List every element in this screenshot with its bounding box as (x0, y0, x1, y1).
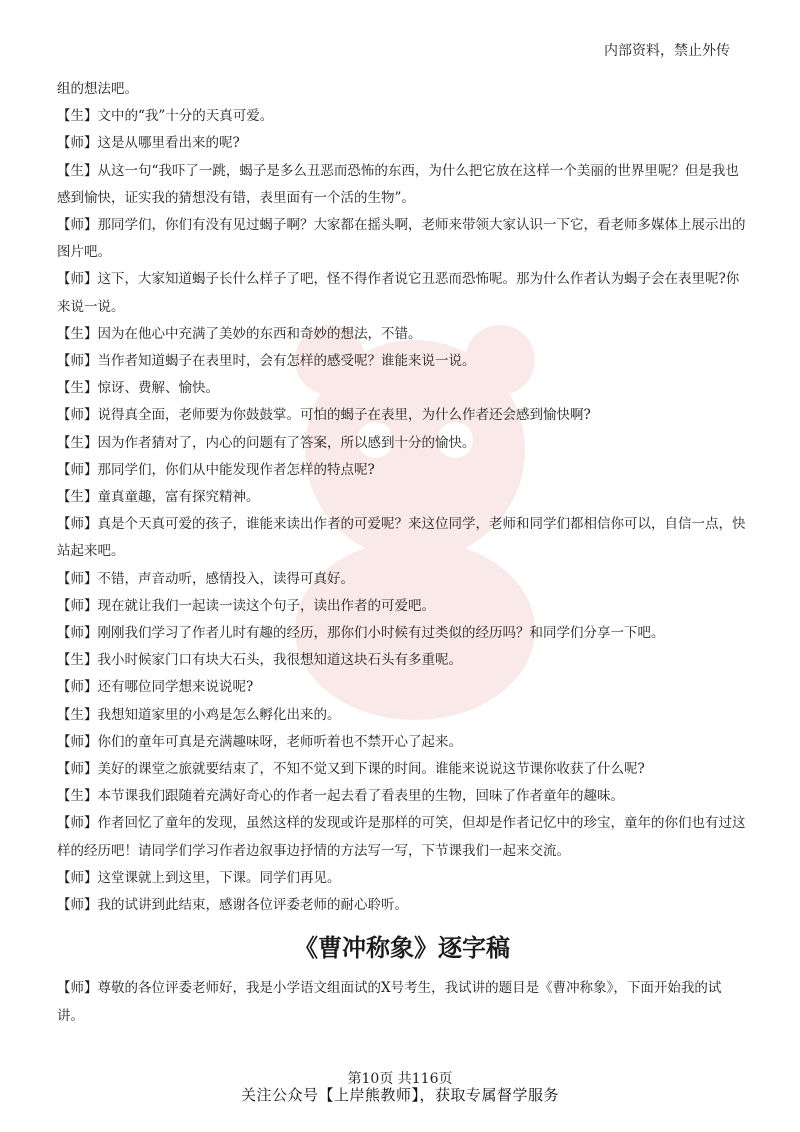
transcript-line: 【生】我想知道家里的小鸡是怎么孵化出来的。 (57, 706, 341, 723)
header-note: 内部资料，禁止外传 (604, 43, 730, 59)
document-body (57, 76, 747, 1030)
transcript-line: 【生】因为作者猜对了，内心的问题有了答案，所以感到十分的愉快。 (57, 434, 476, 451)
transcript-line: 【师】尊敬的各位评委老师好，我是小学语文组面试的X号考生，我试讲的题目是《曹冲称象》，下面开始我的试讲。 (57, 980, 722, 1024)
transcript-line: 【师】当作者知道蝎子在表里时，会有怎样的感受呢？谁能来说一说。 (57, 353, 476, 370)
transcript-line: 【师】不错，声音动听，感情投入，读得可真好。 (57, 570, 354, 587)
transcript-line: 【师】真是个天真可爱的孩子，谁能来读出作者的可爱呢？来这位同学，老师和同学们都相信你可以，自信一点，快站起来吧。 (57, 516, 746, 560)
transcript-line: 【师】我的试讲到此结束，感谢各位评委老师的耐心聆听。 (57, 897, 408, 914)
transcript-line: 【生】童真童趣，富有探究精神。 (57, 489, 260, 506)
transcript-line: 【师】那同学们，你们有没有见过蝎子啊？大家都在摇头啊，老师来带领大家认识一下它，看老师多媒体上展示出的图片吧。 (57, 217, 746, 261)
transcript-line: 【师】这堂课就上到这里，下课。同学们再见。 (57, 869, 341, 886)
transcript-line: 【师】作者回忆了童年的发现，虽然这样的发现或许是那样的可笑，但却是作者记忆中的珍宝，童年的你们也有过这样的经历吧！请同学们学习作者边叙事边抒情的方法写一写，下节课我们一起来交流。 (57, 815, 746, 859)
transcript-line: 【师】现在就让我们一起读一读这个句子，读出作者的可爱吧。 (57, 597, 435, 614)
transcript-line: 【生】从这一句“我吓了一跳，蝎子是多么丑恶而恐怖的东西，为什么把它放在这样一个美丽的世界里呢？但是我也感到愉快，证实我的猜想没有错，表里面有一个活的生物”。 (57, 162, 739, 206)
transcript-line: 【师】刚刚我们学习了作者儿时有趣的经历，那你们小时候有过类似的经历吗？和同学们分享一下吧。 (57, 625, 665, 642)
transcript-line: 【师】还有哪位同学想来说说呢? (57, 679, 254, 696)
transcript-line: 【生】本节课我们跟随着充满好奇心的作者一起去看了看表里的生物，回味了作者童年的趣味。 (57, 788, 624, 805)
transcript-part-1 (57, 76, 747, 919)
transcript-line: 【师】那同学们，你们从中能发现作者怎样的特点呢? (57, 461, 375, 478)
transcript-line: 【生】文中的“我”十分的天真可爱。 (57, 108, 274, 125)
transcript-line: 【生】我小时候家门口有块大石头，我很想知道这块石头有多重呢。 (57, 652, 462, 669)
transcript-line: 【师】你们的童年可真是充满趣味呀，老师听着也不禁开心了起来。 (57, 733, 462, 750)
transcript-line: 【师】说得真全面，老师要为你鼓鼓掌。可怕的蝎子在表里，为什么作者还会感到愉快啊? (57, 407, 591, 424)
transcript-line: 【师】这下，大家知道蝎子长什么样子了吧，怪不得作者说它丑恶而恐怖呢。那为什么作者认为蝎子会在表里呢?你来说一说。 (57, 271, 740, 315)
transcript-line: 【生】惊讶、费解、愉快。 (57, 380, 219, 397)
section-title: 《曹冲称象》逐字稿 (294, 934, 510, 963)
page-number: 第10页 共116页 (347, 1071, 453, 1087)
footer-promo: 关注公众号【上岸熊教师】，获取专属督学服务 (240, 1086, 559, 1104)
transcript-line: 【师】美好的课堂之旅就要结束了，不知不觉又到下课的时间。谁能来说说这节课你收获了什么呢? (57, 761, 645, 778)
transcript-part-2 (57, 975, 747, 1029)
transcript-line: 组的想法吧。 (57, 81, 138, 97)
transcript-line: 【生】因为在他心中充满了美妙的东西和奇妙的想法，不错。 (57, 325, 422, 342)
transcript-line: 【师】这是从哪里看出来的呢? (57, 135, 240, 152)
